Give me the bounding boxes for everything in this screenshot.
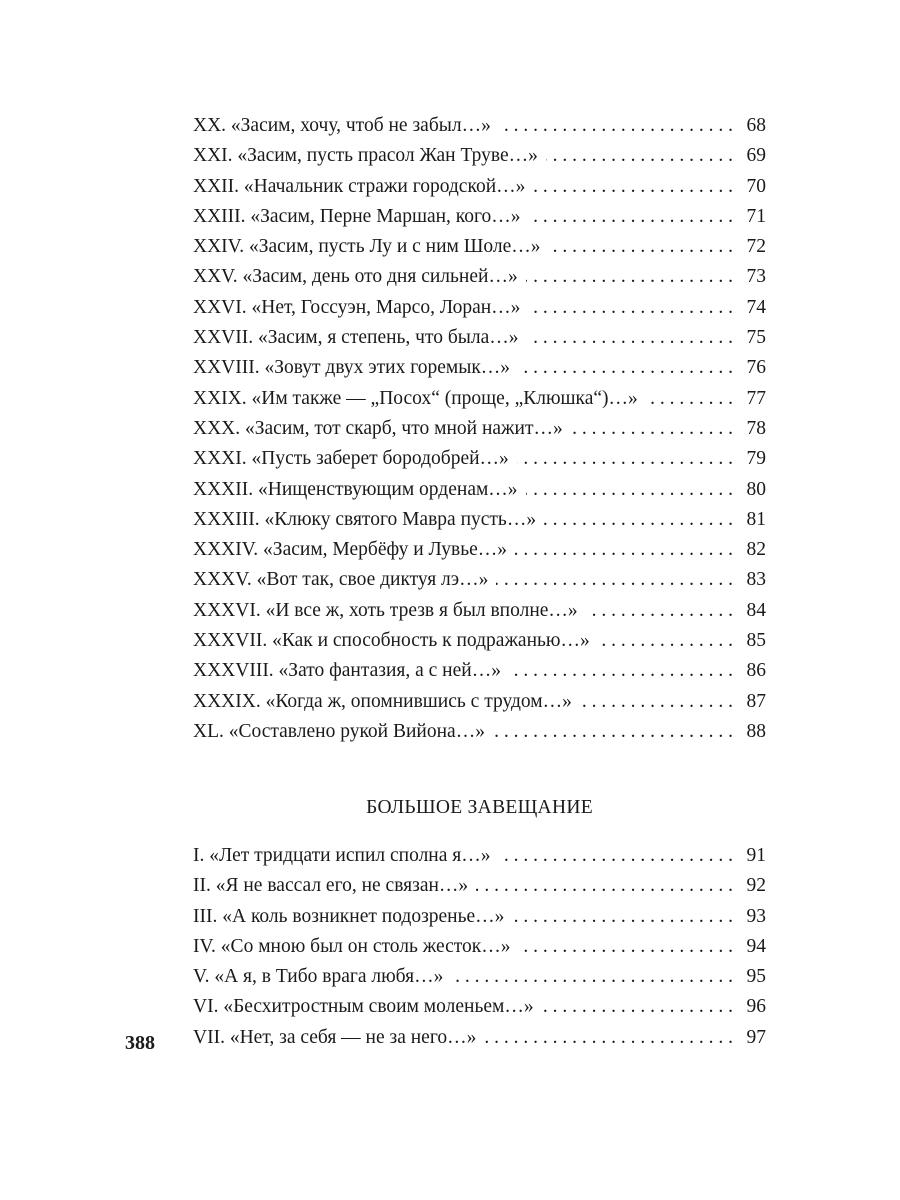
toc-entry-title: XXVII. «Засим, я степень, что была…» [193,327,519,349]
toc-entry-page: 88 [746,720,766,742]
toc-leader-dots [499,841,734,871]
toc-entry [193,111,766,141]
toc-entry [193,932,766,962]
toc-entry-page: 68 [746,115,766,136]
toc-entry [193,871,766,901]
toc-entry [193,687,766,717]
toc-leader-dots [515,535,733,565]
toc-leader-dots [499,111,733,141]
toc-entry [193,596,766,626]
toc-entry-title: XXXIII. «Клюку святого Мавра пусть…» [193,508,537,530]
toc-leader-dots [519,932,733,962]
section-heading: БОЛЬШОЕ ЗАВЕЩАНИЕ [366,797,593,818]
toc-entry [193,565,766,595]
toc-leader-dots [546,141,733,171]
toc-leader-dots [526,475,733,505]
toc-entry-title: XXXVII. «Как и способность к подражанью…» [193,630,590,652]
toc-entry [193,141,766,171]
toc-entry [193,717,766,747]
toc-entry-title: I. «Лет тридцати испил сполна я…» [193,845,491,866]
toc-entry-title: XXIII. «Засим, Перне Маршан, кого…» [193,205,521,227]
toc-entry-page: 69 [746,145,766,167]
toc-leader-dots [476,871,733,901]
toc-entry-title: XXXVI. «И все ж, хоть трезв я был вполне…» [193,599,578,621]
toc-entry [193,232,766,262]
toc-entry-title: II. «Я не вассал его, не связан…» [193,875,469,897]
toc-leader-dots [544,505,733,535]
toc-leader-dots [496,565,733,595]
toc-entry-page: 79 [746,448,766,470]
toc-leader-dots [542,992,733,1022]
toc-entry [193,962,766,992]
toc-entry-title: V. «А я, в Тибо врага любя…» [193,966,444,988]
toc-entry-page: 73 [746,266,766,288]
toc-entry-page: 78 [746,417,766,439]
toc-leader-dots [549,232,733,262]
toc-entry-page: 84 [746,599,766,621]
toc-entry-title: VII. «Нет, за себя — не за него…» [193,1026,477,1048]
toc-leader-dots [493,717,733,747]
toc-entry-title: XXX. «Засим, тот скарб, что мной нажит…» [193,417,563,439]
toc-entry-page: 71 [746,205,766,227]
page-number: 388 [125,1032,155,1054]
toc-entry-page: 85 [746,630,766,652]
toc-entry-page: 72 [746,236,766,258]
toc-entry-title: XX. «Засим, хочу, чтоб не забыл…» [193,115,491,136]
toc-entry-page: 83 [746,569,766,591]
toc-leader-dots [646,384,733,414]
toc-entry-page: 74 [746,296,766,318]
toc-entry [193,384,766,414]
toc-entry [193,902,766,932]
toc-entry [193,202,766,232]
toc-leader-dots [484,1023,733,1053]
toc-entry [193,505,766,535]
toc-entry-title: IV. «Со мною был он столь жесток…» [193,935,511,957]
toc-entry [193,626,766,656]
toc-leader-dots [586,596,733,626]
toc-entry-page: 70 [746,175,766,197]
toc-entry-title: XXXI. «Пусть заберет бородобрей…» [193,448,509,470]
toc-leader-dots [517,444,733,474]
toc-entry-page: 82 [746,539,766,561]
toc-entry-page: 80 [746,478,766,500]
toc-leader-dots [526,262,733,292]
toc-entry [193,172,766,202]
toc-entry [193,353,766,383]
toc-leader-dots [571,414,733,444]
toc-entry [193,1023,766,1053]
toc-leader-dots [527,323,733,353]
toc-entry-page: 93 [746,905,766,927]
toc-entry-page: 97 [746,1026,766,1048]
toc-entry-title: XXXV. «Вот так, свое диктуя лэ…» [193,569,489,591]
toc-entry-title: XXIV. «Засим, пусть Лу и с ним Шоле…» [193,236,541,258]
toc-leader-dots [598,626,733,656]
toc-entry-page: 86 [746,660,766,682]
toc-entry-page: 96 [746,996,766,1018]
toc-entry [193,444,766,474]
toc-entry-title: XXXVIII. «Зато фантазия, а с ней…» [193,660,501,682]
toc-entry-title: XXII. «Начальник стражи городской…» [193,175,526,197]
toc-entry-page: 81 [746,508,766,530]
toc-entry [193,535,766,565]
toc-leader-dots [580,687,733,717]
toc-entry [193,475,766,505]
toc-entry-page: 94 [746,935,766,957]
toc-entry [193,414,766,444]
toc-entry-page: 87 [746,690,766,712]
toc-entry-title: III. «А коль возникнет подозренье…» [193,905,505,927]
toc-leader-dots [518,353,733,383]
toc-entry [193,841,766,871]
toc-entry-title: XXVI. «Нет, Госсуэн, Марсо, Лоран…» [193,296,521,318]
toc-entry-title: XXXII. «Нищенствующим орденам…» [193,478,518,500]
toc-list-first [193,111,766,747]
toc-entry-page: 76 [746,357,766,379]
toc-leader-dots [533,172,733,202]
toc-entry [193,656,766,686]
toc-entry-title: VI. «Бесхитростным своим моленьем…» [193,996,534,1018]
toc-entry-title: XXI. «Засим, пусть прасол Жан Труве…» [193,145,538,167]
toc-entry-title: XXV. «Засим, день ото дня сильней…» [193,266,518,288]
toc-entry [193,323,766,353]
toc-leader-dots [529,202,733,232]
toc-entry-page: 95 [746,966,766,988]
toc-entry-title: XXVIII. «Зовут двух этих горемык…» [193,357,511,379]
toc-leader-dots [528,293,733,323]
toc-entry-title: XL. «Составлено рукой Вийона…» [193,720,485,742]
toc-leader-dots [451,962,733,992]
toc-entry-title: XXIX. «Им также — „Посох“ (проще, „Клюшка“)…» [193,387,638,409]
toc-entry-title: XXXIV. «Засим, Мербёфу и Лувье…» [193,539,508,561]
toc-entry-page: 77 [746,387,766,409]
toc-entry-title: XXXIX. «Когда ж, опомнившись с трудом…» [193,690,572,712]
toc-entry-page: 92 [746,875,766,897]
toc-entry-page: 91 [746,845,766,866]
toc-entry [193,293,766,323]
toc-leader-dots [512,902,733,932]
toc-entry-page: 75 [746,327,766,349]
toc-entry [193,262,766,292]
toc-entry [193,992,766,1022]
toc-leader-dots [509,656,733,686]
toc-list-second [193,841,766,1053]
